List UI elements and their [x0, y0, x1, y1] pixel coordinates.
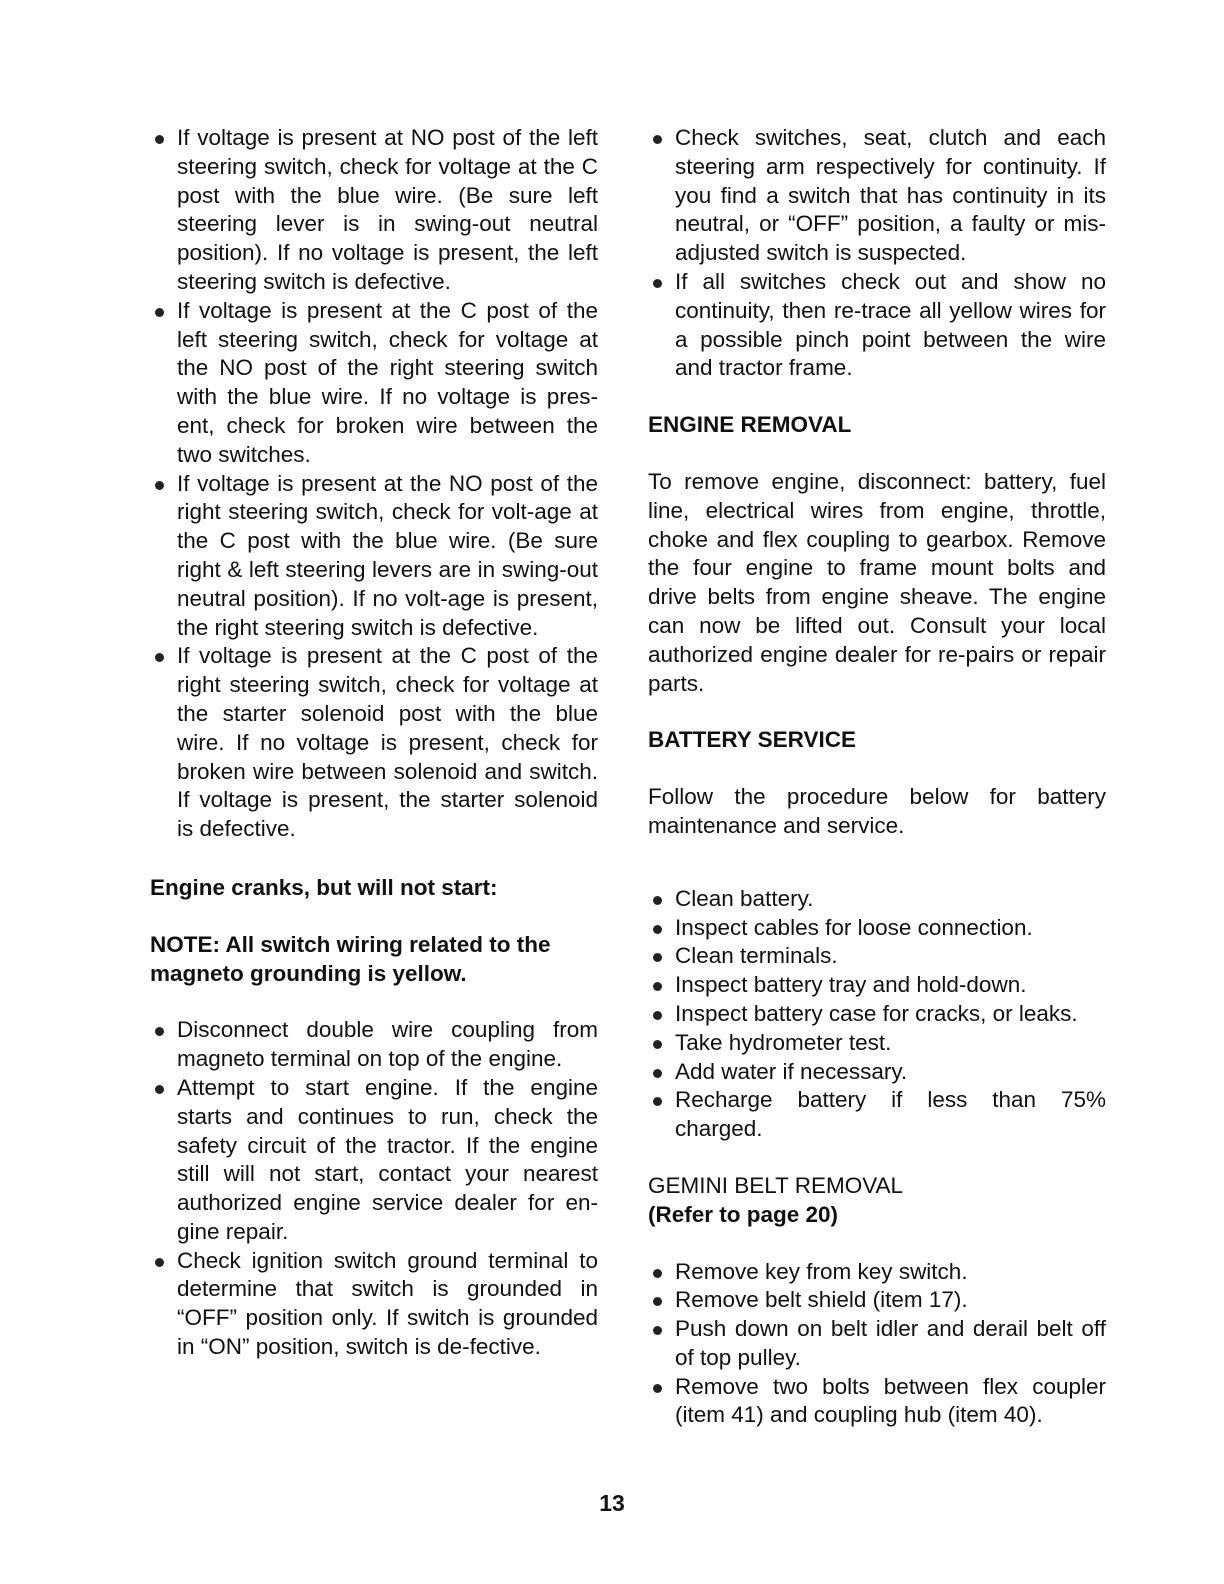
list-item: Attempt to start engine. If the engine starts and continues to run, check the safety circuit of the tractor. If the engine still will not start, contact your nearest authorized engine service dealer for en-gine repair. — [150, 1074, 598, 1247]
engine-removal-heading: ENGINE REMOVAL — [648, 412, 852, 438]
gemini-belt-subheading: (Refer to page 20) — [648, 1201, 839, 1227]
list-item: Check switches, seat, clutch and each steering arm respectively for continuity. If you find a switch that has continuity in its neutral, or “OFF” position, a faulty or mis-adjusted switch is suspected. — [648, 124, 1106, 268]
engine-removal-text: To remove engine, disconnect: battery, fuel line, electrical wires from engine, throttle, choke and flex coupling to gearbox. Remove the four engine to frame mount bolts and drive belts from engine sheave. The engine can now be lifted out. Consult your local authorized engine dealer for re-pairs or repair parts. — [648, 468, 1106, 696]
list-item: If voltage is present at NO post of the left steering switch, check for voltage at the C post with the blue wire. (Be sure left steering lever is in swing-out neutral position). If no voltage is present, the left steering switch is defective. — [150, 124, 598, 297]
list-item: Add water if necessary. — [648, 1058, 1106, 1087]
cranks-list — [150, 1016, 598, 1362]
steering-checks-list — [150, 124, 598, 844]
list-item: If voltage is present at the C post of the left steering switch, check for voltage at the NO post of the right steering switch with the blue wire. If no voltage is pres-ent, check for broken wire between the two switches. — [150, 297, 598, 470]
switch-checks-list — [648, 124, 1106, 383]
list-item: Inspect cables for loose connection. — [648, 914, 1106, 943]
list-item: Push down on belt idler and derail belt off of top pulley. — [648, 1315, 1106, 1373]
list-item: Remove belt shield (item 17). — [648, 1286, 1106, 1315]
page-number: 13 — [599, 1490, 625, 1516]
right-column — [648, 124, 1106, 1430]
cranks-heading: Engine cranks, but will not start: — [150, 874, 498, 900]
note-text: NOTE: All switch wiring related to the magneto grounding is yellow. — [150, 931, 551, 986]
left-column — [150, 124, 598, 1362]
battery-service-heading: BATTERY SERVICE — [648, 727, 856, 753]
list-item: Disconnect double wire coupling from magneto terminal on top of the engine. — [150, 1016, 598, 1074]
battery-service-list — [648, 885, 1106, 1144]
list-item: Remove key from key switch. — [648, 1258, 1106, 1287]
list-item: If voltage is present at the NO post of the right steering switch, check for volt-age at the C post with the blue wire. (Be sure right & left steering levers are in swing-out neutral position). If no volt-age is present, the right steering switch is defective. — [150, 470, 598, 643]
list-item: Recharge battery if less than 75% charged. — [648, 1086, 1106, 1144]
list-item: Clean terminals. — [648, 942, 1106, 971]
gemini-belt-list — [648, 1258, 1106, 1431]
gemini-belt-heading: GEMINI BELT REMOVAL — [648, 1172, 904, 1198]
list-item: If all switches check out and show no continuity, then re-trace all yellow wires for a possible pinch point between the wire and tractor frame. — [648, 268, 1106, 383]
list-item: Inspect battery tray and hold-down. — [648, 971, 1106, 1000]
battery-service-intro: Follow the procedure below for battery maintenance and service. — [648, 784, 1106, 838]
list-item: Clean battery. — [648, 885, 1106, 914]
list-item: If voltage is present at the C post of the right steering switch, check for voltage at the starter solenoid post with the blue wire. If no voltage is present, check for broken wire between solenoid and switch. If voltage is present, the starter solenoid is defective. — [150, 642, 598, 844]
list-item: Remove two bolts between flex coupler (item 41) and coupling hub (item 40). — [648, 1373, 1106, 1431]
list-item: Check ignition switch ground terminal to determine that switch is grounded in “OFF” position only. If switch is grounded in “ON” position, switch is de-fective. — [150, 1247, 598, 1362]
list-item: Inspect battery case for cracks, or leaks. — [648, 1000, 1106, 1029]
list-item: Take hydrometer test. — [648, 1029, 1106, 1058]
